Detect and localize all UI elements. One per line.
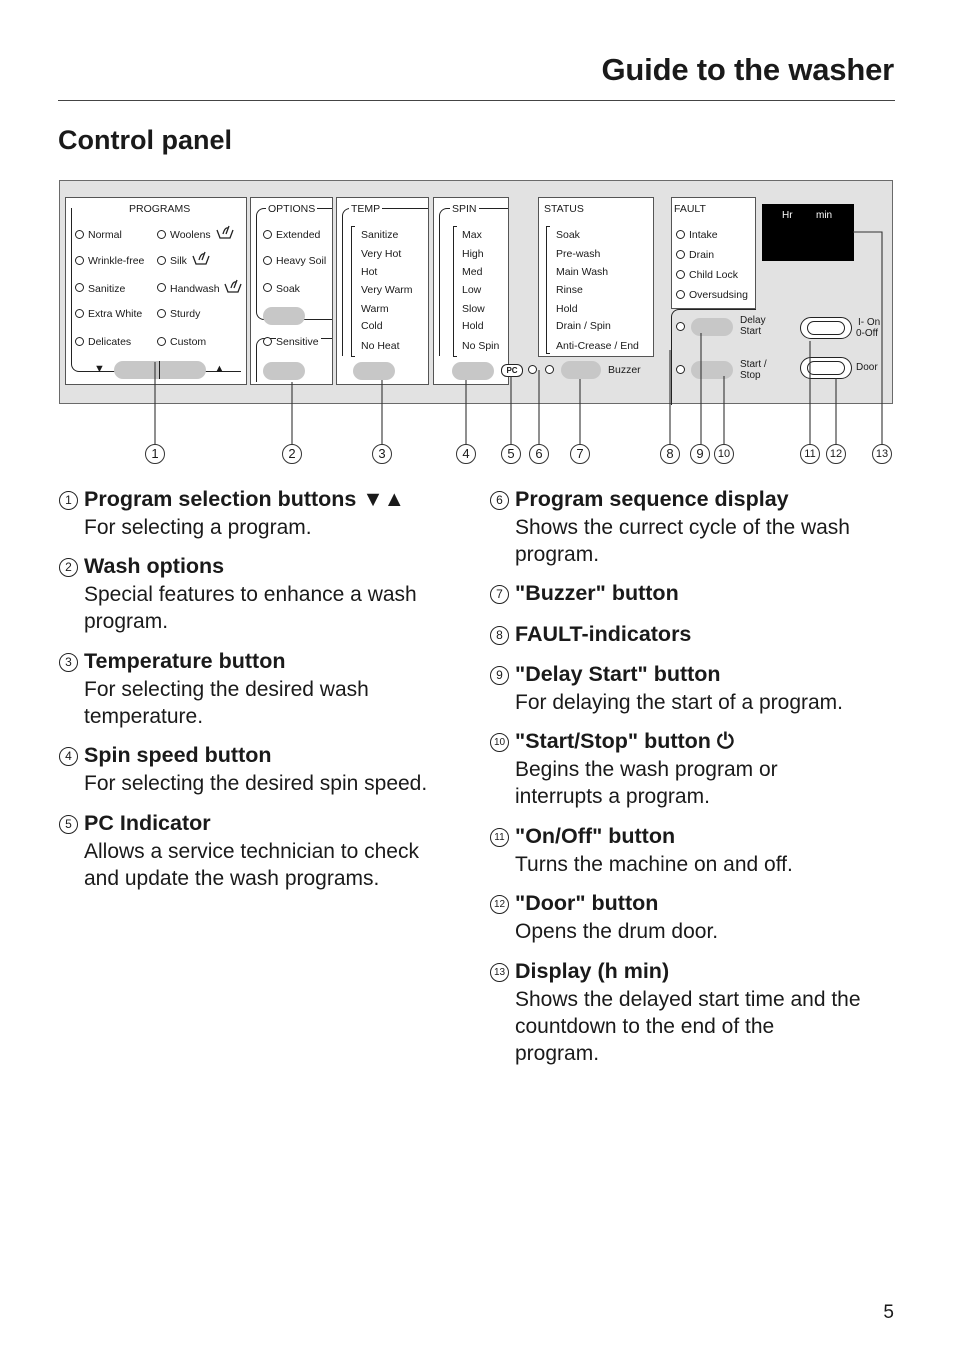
spin-med: Med — [462, 266, 483, 278]
programs-label: PROGRAMS — [126, 203, 193, 215]
legend-title: "On/Off" button — [515, 824, 676, 848]
legend-badge: 10 — [490, 733, 509, 752]
legend-desc: Begins the wash program or interrupts a program. — [515, 758, 778, 808]
legend-desc: Shows the currect cycle of the wash program. — [515, 516, 850, 566]
program-handwash: Handwash — [170, 283, 220, 295]
legend-badge: 11 — [490, 828, 509, 847]
pc-indicator: PC — [501, 364, 523, 377]
legend-desc: For selecting the desired wash temperature. — [84, 678, 369, 728]
options-label: OPTIONS — [268, 203, 316, 215]
callout-10: 10 — [714, 444, 734, 464]
display-min: min — [816, 210, 833, 221]
legend-desc: Special features to enhance a wash program. — [84, 583, 417, 633]
callout-13: 13 — [872, 444, 892, 464]
callout-8: 8 — [660, 444, 680, 464]
program-down-arrow[interactable]: ▼ — [94, 363, 105, 375]
section-title: Control panel — [58, 125, 232, 155]
program-delicates: Delicates — [88, 336, 132, 348]
legend-title: "Delay Start" button — [515, 662, 721, 686]
legend-desc: Allows a service technician to check and update the wash programs. — [84, 840, 419, 890]
temp-no-heat: No Heat — [361, 340, 400, 352]
fault-label: FAULT — [674, 203, 706, 215]
on-off-label-1: I- On — [858, 317, 881, 328]
spin-hold: Hold — [462, 320, 484, 332]
fault-drain: Drain — [689, 249, 715, 261]
legend-desc: Opens the drum door. — [515, 920, 719, 943]
legend-title: "Buzzer" button — [515, 581, 679, 605]
spin-max: Max — [462, 229, 482, 241]
program-sanitize: Sanitize — [88, 283, 126, 295]
on-off-label-2: 0-Off — [856, 328, 879, 339]
program-up-arrow[interactable]: ▲ — [214, 363, 225, 375]
program-woolens: Woolens — [170, 229, 211, 241]
legend-title: Wash options — [84, 554, 225, 578]
fault-intake: Intake — [689, 229, 718, 241]
status-label: STATUS — [544, 203, 584, 215]
legend-badge: 8 — [490, 626, 509, 645]
legend-title: Spin speed button — [84, 743, 272, 767]
legend-badge: 7 — [490, 585, 509, 604]
start-stop-label-1: Start / — [740, 359, 767, 370]
legend-badge: 1 — [59, 491, 78, 510]
temp-hot: Hot — [361, 266, 378, 278]
temp-cold: Cold — [361, 320, 383, 332]
callout-leader-lines — [0, 0, 954, 480]
status-hold: Hold — [556, 303, 578, 315]
page-number: 5 — [883, 1302, 894, 1323]
legend-badge: 13 — [490, 963, 509, 982]
option-soak: Soak — [276, 283, 300, 295]
status-drain-spin: Drain / Spin — [556, 320, 611, 332]
spin-high: High — [462, 248, 484, 260]
display-hr: Hr — [782, 210, 793, 221]
callout-7: 7 — [570, 444, 590, 464]
legend-badge: 9 — [490, 666, 509, 685]
legend-desc: For selecting a program. — [84, 516, 312, 539]
program-extra-white: Extra White — [88, 308, 143, 320]
callout-9: 9 — [690, 444, 710, 464]
option-heavy-soil: Heavy Soil — [276, 255, 327, 267]
legend-badge: 5 — [59, 815, 78, 834]
status-soak: Soak — [556, 229, 580, 241]
start-stop-label-2: Stop — [740, 370, 761, 381]
legend-title: FAULT-indicators — [515, 622, 692, 646]
program-wrinkle-free: Wrinkle-free — [88, 255, 145, 267]
callout-6: 6 — [529, 444, 549, 464]
delay-start-label-2: Start — [740, 326, 762, 337]
temp-very-hot: Very Hot — [361, 248, 402, 260]
temp-sanitize: Sanitize — [361, 229, 399, 241]
legend-title: "Door" button — [515, 891, 659, 915]
spin-slow: Slow — [462, 303, 485, 315]
legend-desc: For selecting the desired spin speed. — [84, 772, 428, 795]
status-rinse: Rinse — [556, 284, 583, 296]
legend-badge: 6 — [490, 491, 509, 510]
temp-label: TEMP — [351, 203, 381, 215]
status-anti-crease-end: Anti-Crease / End — [556, 340, 639, 352]
fault-oversudsing: Oversudsing — [689, 289, 748, 301]
callout-5: 5 — [501, 444, 521, 464]
option-extended: Extended — [276, 229, 321, 241]
callout-11: 11 — [800, 444, 820, 464]
callout-12: 12 — [826, 444, 846, 464]
legend-badge: 12 — [490, 895, 509, 914]
legend-title: Temperature button — [84, 649, 286, 673]
fault-child-lock: Child Lock — [689, 269, 739, 281]
spin-low: Low — [462, 284, 482, 296]
spin-label: SPIN — [452, 203, 477, 215]
program-sturdy: Sturdy — [170, 308, 201, 320]
temp-very-warm: Very Warm — [361, 284, 413, 296]
callout-3: 3 — [372, 444, 392, 464]
program-normal: Normal — [88, 229, 122, 241]
legend-title: "Start/Stop" button ⏻ — [515, 729, 734, 753]
buzzer-label: Buzzer — [608, 364, 641, 376]
legend-badge: 3 — [59, 653, 78, 672]
program-custom: Custom — [170, 336, 207, 348]
status-pre-wash: Pre-wash — [556, 248, 601, 260]
door-label: Door — [856, 362, 878, 373]
legend-title: Display (h min) — [515, 959, 670, 983]
callout-2: 2 — [282, 444, 302, 464]
legend-desc: Shows the delayed start time and the countdown to the end of the program. — [515, 988, 861, 1065]
legend-title: Program selection buttons ▼▲ — [84, 487, 405, 511]
legend-title: Program sequence display — [515, 487, 789, 511]
legend-badge: 2 — [59, 558, 78, 577]
legend-badge: 4 — [59, 747, 78, 766]
callout-4: 4 — [456, 444, 476, 464]
spin-no-spin: No Spin — [462, 340, 500, 352]
legend-title: PC Indicator — [84, 811, 211, 835]
delay-start-label-1: Delay — [740, 315, 766, 326]
callout-1: 1 — [145, 444, 165, 464]
program-silk: Silk — [170, 255, 187, 267]
legend-desc: Turns the machine on and off. — [515, 853, 793, 876]
temp-warm: Warm — [361, 303, 389, 315]
option-sensitive: Sensitive — [276, 336, 319, 348]
legend-desc: For delaying the start of a program. — [515, 691, 843, 714]
page-title: Guide to the washer — [601, 52, 894, 87]
status-main-wash: Main Wash — [556, 266, 609, 278]
